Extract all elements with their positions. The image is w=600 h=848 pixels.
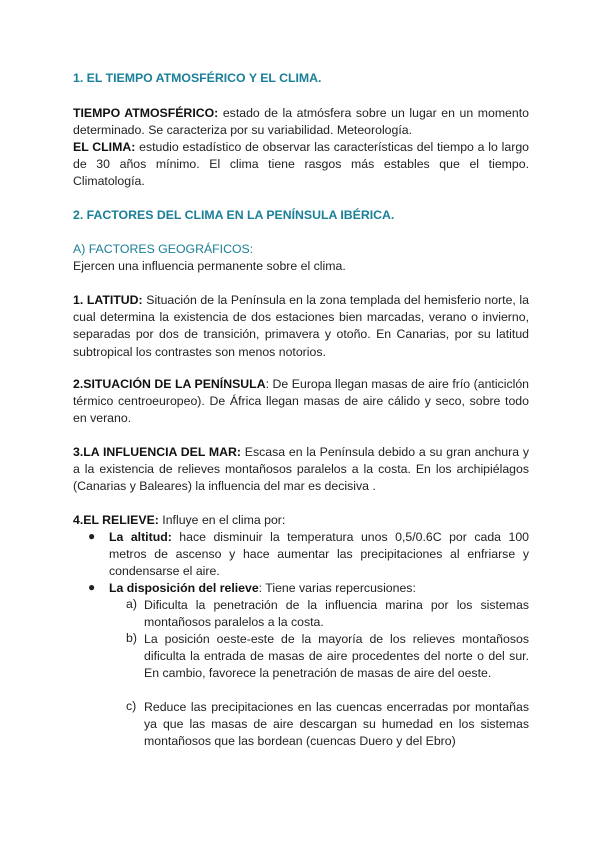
- factor-situacion: [73, 376, 529, 428]
- factor-latitud-title: 1. LATITUD:: [73, 293, 143, 307]
- term-tiempo: TIEMPO ATMOSFÉRICO:: [73, 106, 219, 120]
- section-heading-1: 1. EL TIEMPO ATMOSFÉRICO Y EL CLIMA.: [73, 71, 322, 85]
- definition-clima: estudio estadístico de observar las características del tiempo a lo largo de 30 años mínimo. El clima tiene rasgos más estables que el tiempo. Climatología.: [73, 140, 529, 189]
- section-heading-2: 2. FACTORES DEL CLIMA EN LA PENÍNSULA IBÉRICA.: [73, 208, 395, 222]
- bullet-icon: ●: [88, 580, 96, 594]
- factor-mar-text: Escasa en la Península debido a su gran anchura y a la existencia de relieves montañosos paralelos a la costa. En los archipiélagos (Canarias y Baleares) la influencia del mar es decisiva .: [73, 445, 529, 494]
- bullet-disposicion-text: : Tiene varias repercusiones:: [258, 581, 416, 595]
- bullet-altitud-text: hace disminuir la temperatura unos 0,5/0.6C por cada 100 metros de ascenso y hace aumentar las precipitaciones al enfriarse y condensarse el aire.: [109, 530, 529, 579]
- bullet-icon: ●: [88, 529, 96, 543]
- subheading-geograficos: A) FACTORES GEOGRÁFICOS:: [73, 242, 254, 256]
- list-item: Reduce las precipitaciones en las cuencas encerradas por montañas ya que las masas de aire descargan su humedad en los sistemas montañosos que las bordean (cuencas Duero y del Ebro): [144, 700, 529, 749]
- factor-latitud-text: Situación de la Península en la zona templada del hemisferio norte, la cual determina la existencia de dos estaciones bien marcadas, verano o invierno, separadas por dos de transición, primavera y otoño. En Canarias, por su latitud subtropical los contrastes son menos notorios.: [73, 293, 529, 359]
- definition-tiempo: estado de la atmósfera sobre un lugar en un momento determinado. Se caracteriza por su variabilidad. Meteorología.: [73, 106, 529, 138]
- list-item: La posición oeste-este de la mayoría de los relieves montañosos dificulta la entrada de masas de aire procedentes del norte o del sur. En cambio, favorece la penetración de masas de aire del oeste.: [144, 632, 529, 681]
- list-item-label: a): [126, 597, 137, 611]
- factor-latitud: [73, 292, 529, 361]
- bullet-altitud: [109, 529, 529, 581]
- paragraph-clima: [73, 139, 529, 191]
- factor-relieve-text: Influye en el clima por:: [158, 513, 286, 527]
- factor-relieve: [73, 512, 529, 529]
- paragraph-tiempo: [73, 105, 529, 139]
- factor-situacion-title: 2.SITUACIÓN DE LA PENÍNSULA: [73, 377, 266, 391]
- factor-relieve-title: 4.EL RELIEVE:: [73, 513, 159, 527]
- bullet-disposicion-title: La disposición del relieve: [109, 581, 259, 595]
- list-item-label: b): [126, 631, 137, 645]
- intro-text: Ejercen una influencia permanente sobre el clima.: [73, 259, 346, 273]
- factor-mar: [73, 444, 529, 496]
- term-clima: EL CLIMA:: [73, 140, 136, 154]
- bullet-disposicion: [109, 580, 529, 597]
- factor-situacion-text: : De Europa llegan masas de aire frío (anticiclón térmico centroeuropeo). De África llegan masas de aire cálido y seco, sobre todo en verano.: [73, 377, 530, 426]
- list-item-label: c): [126, 699, 137, 713]
- factor-mar-title: 3.LA INFLUENCIA DEL MAR:: [73, 445, 241, 459]
- bullet-altitud-title: La altitud:: [109, 530, 172, 544]
- list-item: Dificulta la penetración de la influencia marina por los sistemas montañosos paralelos a la costa.: [144, 598, 529, 630]
